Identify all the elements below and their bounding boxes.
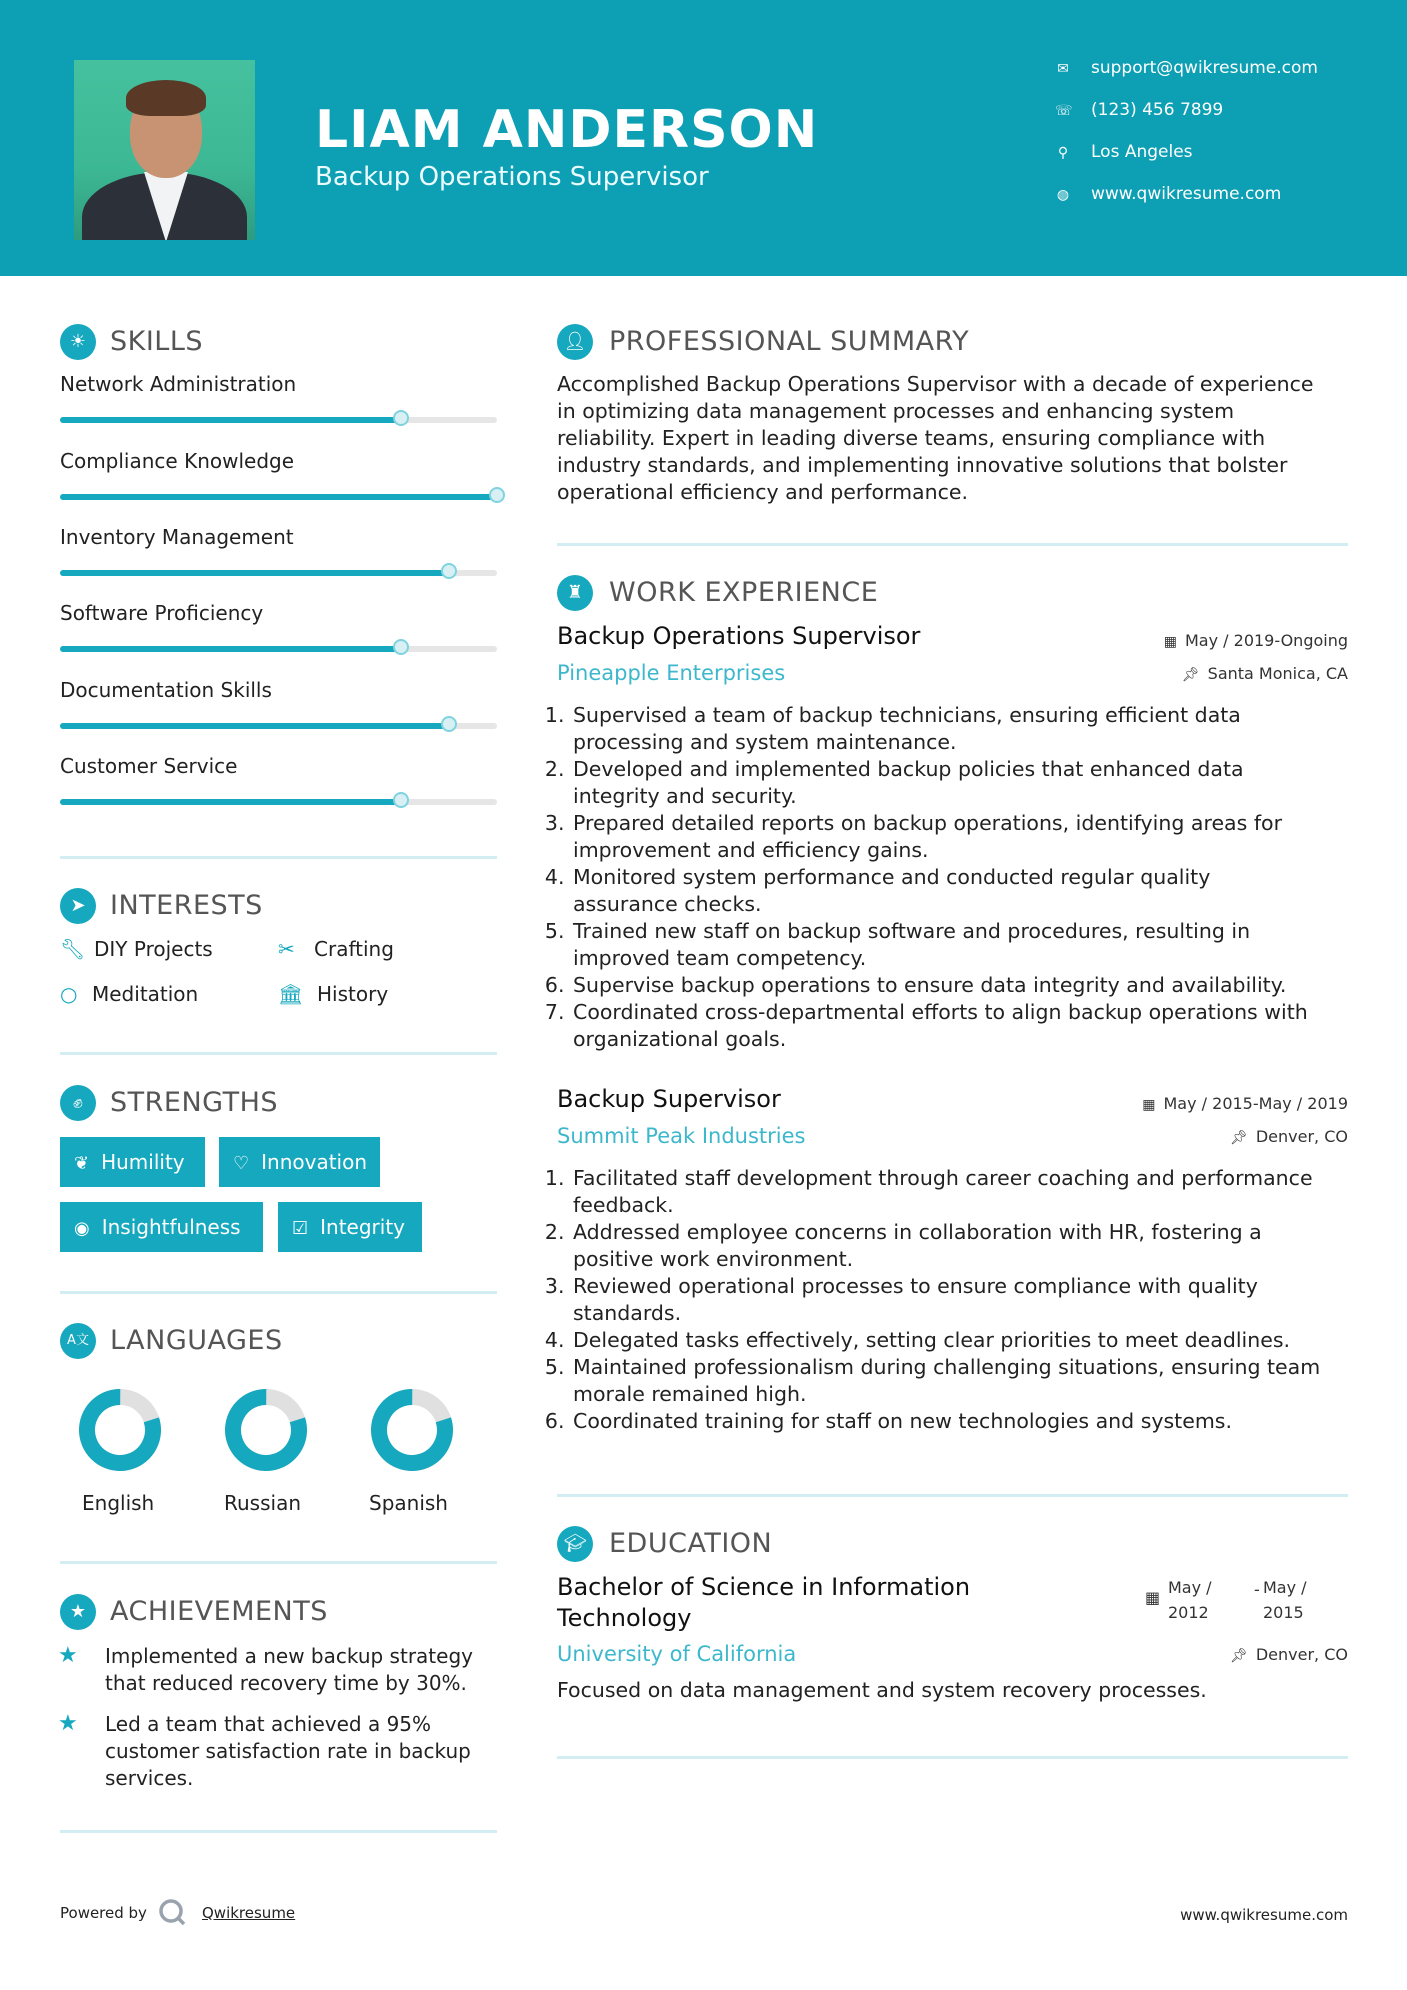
edu-description: Focused on data management and system recovery processes. <box>557 1678 1207 1702</box>
skill-bar <box>60 799 497 805</box>
powered-by-label: Powered by <box>60 1904 147 1922</box>
strength-label: Humility <box>101 1150 185 1174</box>
calendar-icon: ▦ <box>1163 634 1177 650</box>
job-bullet-line: morale remained high. <box>573 1382 807 1406</box>
skills-heading: SKILLS <box>110 326 204 357</box>
profile-photo <box>74 60 255 240</box>
skill-bar-fill <box>60 417 401 423</box>
job-location <box>1182 664 1348 683</box>
job-bullet-line: organizational goals. <box>573 1027 787 1051</box>
achievement-line: Led a team that achieved a 95% <box>105 1712 432 1736</box>
company-name[interactable]: Pineapple Enterprises <box>557 661 786 685</box>
fist-icon: ✊︎ <box>60 1085 96 1121</box>
job-bullet-line: 5. Trained new staff on backup software and procedures, resulting in <box>573 919 1251 943</box>
skill-bar-knob <box>393 639 409 655</box>
leaf-icon: ❦ <box>74 1153 90 1174</box>
skill-label: Software Proficiency <box>60 601 264 625</box>
graduation-cap-icon: 🎓︎ <box>557 1526 593 1562</box>
pin-icon: 📌︎ <box>1230 1130 1248 1146</box>
edu-location-text: Denver, CO <box>1255 1645 1348 1664</box>
education-heading: EDUCATION <box>609 1528 773 1559</box>
candidate-title: Backup Operations Supervisor <box>315 162 709 192</box>
language-donut <box>367 1385 457 1475</box>
job-location-text: Denver, CO <box>1255 1127 1348 1146</box>
summary-line: in optimizing data management processes and enhancing system <box>557 399 1235 423</box>
job-bullet-line: 5. Maintained professionalism during challenging situations, ensuring team <box>573 1355 1321 1379</box>
map-pin-icon: ⚲ <box>1057 145 1069 161</box>
section-divider <box>557 1494 1348 1497</box>
job-bullet-line: 2. Addressed employee concerns in collaboration with HR, fostering a <box>573 1220 1262 1244</box>
skill-bar-fill <box>60 570 449 576</box>
job-bullet-line: 4. Delegated tasks effectively, setting clear priorities to meet deadlines. <box>573 1328 1291 1352</box>
job-bullets <box>553 702 1361 1053</box>
edu-end-year: 2015 <box>1263 1603 1304 1622</box>
summary-line: industry standards, and implementing innovative solutions that bolster <box>557 453 1288 477</box>
qwikresume-logo-icon <box>157 1897 187 1927</box>
summary-heading: PROFESSIONAL SUMMARY <box>609 326 970 357</box>
job-dates <box>1164 631 1348 650</box>
footer-url[interactable]: www.qwikresume.com <box>1180 1906 1348 1924</box>
lightbulb-icon: ☀ <box>60 324 96 360</box>
job-bullet <box>571 1354 1361 1408</box>
eye-icon: ◉ <box>74 1218 90 1239</box>
edu-start-month: May / <box>1168 1578 1212 1597</box>
skill-bar-knob <box>393 410 409 426</box>
translate-icon: A文 <box>60 1323 96 1359</box>
edu-end <box>1263 1575 1307 1625</box>
job-title: Backup Operations Supervisor <box>557 622 921 650</box>
skill-bar-knob <box>441 716 457 732</box>
job-bullet-line: 3. Reviewed operational processes to ensure compliance with quality <box>573 1274 1258 1298</box>
candidate-name: LIAM ANDERSON <box>315 100 819 160</box>
envelope-icon: ✉ <box>1057 61 1069 77</box>
contact-phone-text: (123) 456 7899 <box>1091 100 1224 120</box>
job-bullet-line: positive work environment. <box>573 1247 854 1271</box>
school-name[interactable]: University of California <box>557 1642 797 1666</box>
job-bullet-line: assurance checks. <box>573 892 762 916</box>
summary-text <box>557 371 1313 506</box>
language-donut-arc <box>370 1388 453 1471</box>
star-icon: ★ <box>58 1643 78 1668</box>
job-bullet <box>571 810 1361 864</box>
globe-icon: ◍ <box>1056 187 1070 203</box>
qwikresume-link[interactable]: Qwikresume <box>202 1904 296 1922</box>
job-dates <box>1142 1094 1348 1113</box>
header-banner <box>0 0 1407 276</box>
achievement-line: customer satisfaction rate in backup <box>105 1739 471 1763</box>
job-bullet <box>571 1273 1361 1327</box>
company-name[interactable]: Summit Peak Industries <box>557 1124 806 1148</box>
job-bullet-line: 3. Prepared detailed reports on backup operations, identifying areas for <box>573 811 1283 835</box>
language-donut <box>75 1385 165 1475</box>
job-bullet-line: standards. <box>573 1301 682 1325</box>
language-donut-arc <box>78 1388 161 1471</box>
strength-badge <box>60 1202 263 1252</box>
language-donut-arc <box>224 1388 307 1471</box>
job-bullet <box>571 1327 1361 1354</box>
interests-heading: INTERESTS <box>110 890 263 921</box>
job-bullet-line: feedback. <box>573 1193 674 1217</box>
check-square-icon: ☑ <box>292 1218 309 1239</box>
skill-label: Network Administration <box>60 372 297 396</box>
interest-item: History <box>317 982 389 1006</box>
skill-bar-knob <box>393 792 409 808</box>
paper-plane-icon: ➤ <box>60 888 96 924</box>
job-bullet-line: 1. Supervised a team of backup technicians, ensuring efficient data <box>573 703 1241 727</box>
summary-line: operational efficiency and performance. <box>557 480 969 504</box>
contact-location <box>1055 142 1193 162</box>
calendar-icon: ▦ <box>1142 1097 1156 1113</box>
strength-badge <box>60 1137 205 1187</box>
job-dates-text: May / 2015-May / 2019 <box>1163 1094 1348 1113</box>
achievement-line: that reduced recovery time by 30%. <box>105 1671 467 1695</box>
star-badge-icon: ★ <box>60 1594 96 1630</box>
job-bullet-line: 7. Coordinated cross-departmental efforts to align backup operations with <box>573 1000 1308 1024</box>
skill-bar-fill <box>60 723 449 729</box>
strengths-heading: STRENGTHS <box>110 1087 279 1118</box>
edu-start <box>1168 1575 1212 1625</box>
job-bullet-line: 4. Monitored system performance and conducted regular quality <box>573 865 1211 889</box>
skill-label: Documentation Skills <box>60 678 272 702</box>
calendar-icon: ▦ <box>1145 1588 1161 1607</box>
job-bullet-line: 6. Coordinated training for staff on new technologies and systems. <box>573 1409 1233 1433</box>
skill-bar <box>60 417 497 423</box>
interest-item: DIY Projects <box>94 937 213 961</box>
section-divider <box>60 1830 497 1833</box>
skill-bar-knob <box>441 563 457 579</box>
pin-icon: 📌︎ <box>1230 1648 1248 1664</box>
edu-start-year: 2012 <box>1168 1603 1209 1622</box>
contact-phone[interactable] <box>1055 100 1223 120</box>
summary-line: reliability. Expert in leading diverse teams, ensuring compliance with <box>557 426 1266 450</box>
strength-label: Innovation <box>261 1150 368 1174</box>
job-bullet <box>571 918 1361 972</box>
summary-line: Accomplished Backup Operations Supervisor with a decade of experience <box>557 372 1314 396</box>
interest-item: Meditation <box>92 982 199 1006</box>
strength-badge <box>219 1137 380 1187</box>
job-bullet-line: processing and system maintenance. <box>573 730 957 754</box>
edu-date-dash: - <box>1254 1580 1260 1599</box>
skill-bar <box>60 646 497 652</box>
interest-item: Crafting <box>314 937 394 961</box>
job-bullet <box>571 1165 1361 1219</box>
edu-location <box>1230 1645 1348 1664</box>
contact-website[interactable] <box>1055 184 1281 204</box>
contact-email[interactable] <box>1055 58 1318 78</box>
job-bullet <box>571 999 1361 1053</box>
section-divider <box>60 1291 497 1294</box>
degree-title <box>557 1572 970 1634</box>
circle-icon: ○ <box>60 982 78 1006</box>
degree-line: Bachelor of Science in Information <box>557 1573 971 1601</box>
section-divider <box>60 856 497 859</box>
achievement-item <box>105 1711 471 1792</box>
skill-bar-knob <box>489 487 505 503</box>
skill-label: Customer Service <box>60 754 238 778</box>
skill-bar-fill <box>60 494 497 500</box>
star-icon: ★ <box>58 1711 78 1736</box>
skill-bar <box>60 723 497 729</box>
job-bullet <box>571 1219 1361 1273</box>
section-divider <box>60 1052 497 1055</box>
achievements-heading: ACHIEVEMENTS <box>110 1596 328 1627</box>
museum-icon: 🏛︎ <box>278 982 304 1006</box>
achievement-item <box>105 1643 473 1697</box>
section-divider <box>60 1561 497 1564</box>
scissors-icon: ✂ <box>278 937 295 961</box>
job-location-text: Santa Monica, CA <box>1207 664 1348 683</box>
degree-line: Technology <box>557 1604 692 1632</box>
skill-label: Compliance Knowledge <box>60 449 295 473</box>
job-bullet-line: integrity and security. <box>573 784 797 808</box>
language-donut <box>221 1385 311 1475</box>
wrench-icon: 🔧︎ <box>60 937 86 961</box>
job-bullet <box>571 756 1361 810</box>
skill-label: Inventory Management <box>60 525 294 549</box>
strength-badge <box>278 1202 422 1252</box>
job-bullet <box>571 702 1361 756</box>
user-icon: 👤︎ <box>557 324 593 360</box>
briefcase-icon: ♜ <box>557 575 593 611</box>
section-divider <box>557 1756 1348 1759</box>
job-bullet-line: 2. Developed and implemented backup policies that enhanced data <box>573 757 1244 781</box>
job-bullet-line: 1. Facilitated staff development through career coaching and performance <box>573 1166 1313 1190</box>
job-bullet <box>571 1408 1361 1435</box>
contact-website-text: www.qwikresume.com <box>1091 184 1282 204</box>
language-label: Russian <box>224 1491 302 1515</box>
job-bullet-line: improved team competency. <box>573 946 867 970</box>
job-bullet <box>571 972 1361 999</box>
edu-end-month: May / <box>1263 1578 1307 1597</box>
work-heading: WORK EXPERIENCE <box>609 577 879 608</box>
skill-bar <box>60 570 497 576</box>
job-bullet-line: 6. Supervise backup operations to ensure data integrity and availability. <box>573 973 1287 997</box>
achievement-line: Implemented a new backup strategy <box>105 1644 473 1668</box>
achievement-line: services. <box>105 1766 194 1790</box>
phone-icon: ☏ <box>1055 103 1073 119</box>
strength-label: Insightfulness <box>101 1215 241 1239</box>
job-location <box>1230 1127 1348 1146</box>
contact-location-text: Los Angeles <box>1091 142 1193 162</box>
language-label: Spanish <box>369 1491 448 1515</box>
job-bullet-line: improvement and efficiency gains. <box>573 838 929 862</box>
language-label: English <box>82 1491 155 1515</box>
skill-bar-fill <box>60 799 401 805</box>
contact-email-text: support@qwikresume.com <box>1091 58 1318 78</box>
section-divider <box>557 543 1348 546</box>
job-bullet <box>571 864 1361 918</box>
pin-icon: 📌︎ <box>1181 667 1200 683</box>
job-title: Backup Supervisor <box>557 1085 781 1113</box>
job-dates-text: May / 2019-Ongoing <box>1185 631 1348 650</box>
skill-bar-fill <box>60 646 401 652</box>
skill-bar <box>60 494 497 500</box>
lightbulb-icon: ♡ <box>233 1153 250 1174</box>
job-bullets <box>553 1165 1361 1435</box>
photo-hair <box>126 80 206 116</box>
languages-heading: LANGUAGES <box>110 1325 283 1356</box>
strength-label: Integrity <box>320 1215 406 1239</box>
